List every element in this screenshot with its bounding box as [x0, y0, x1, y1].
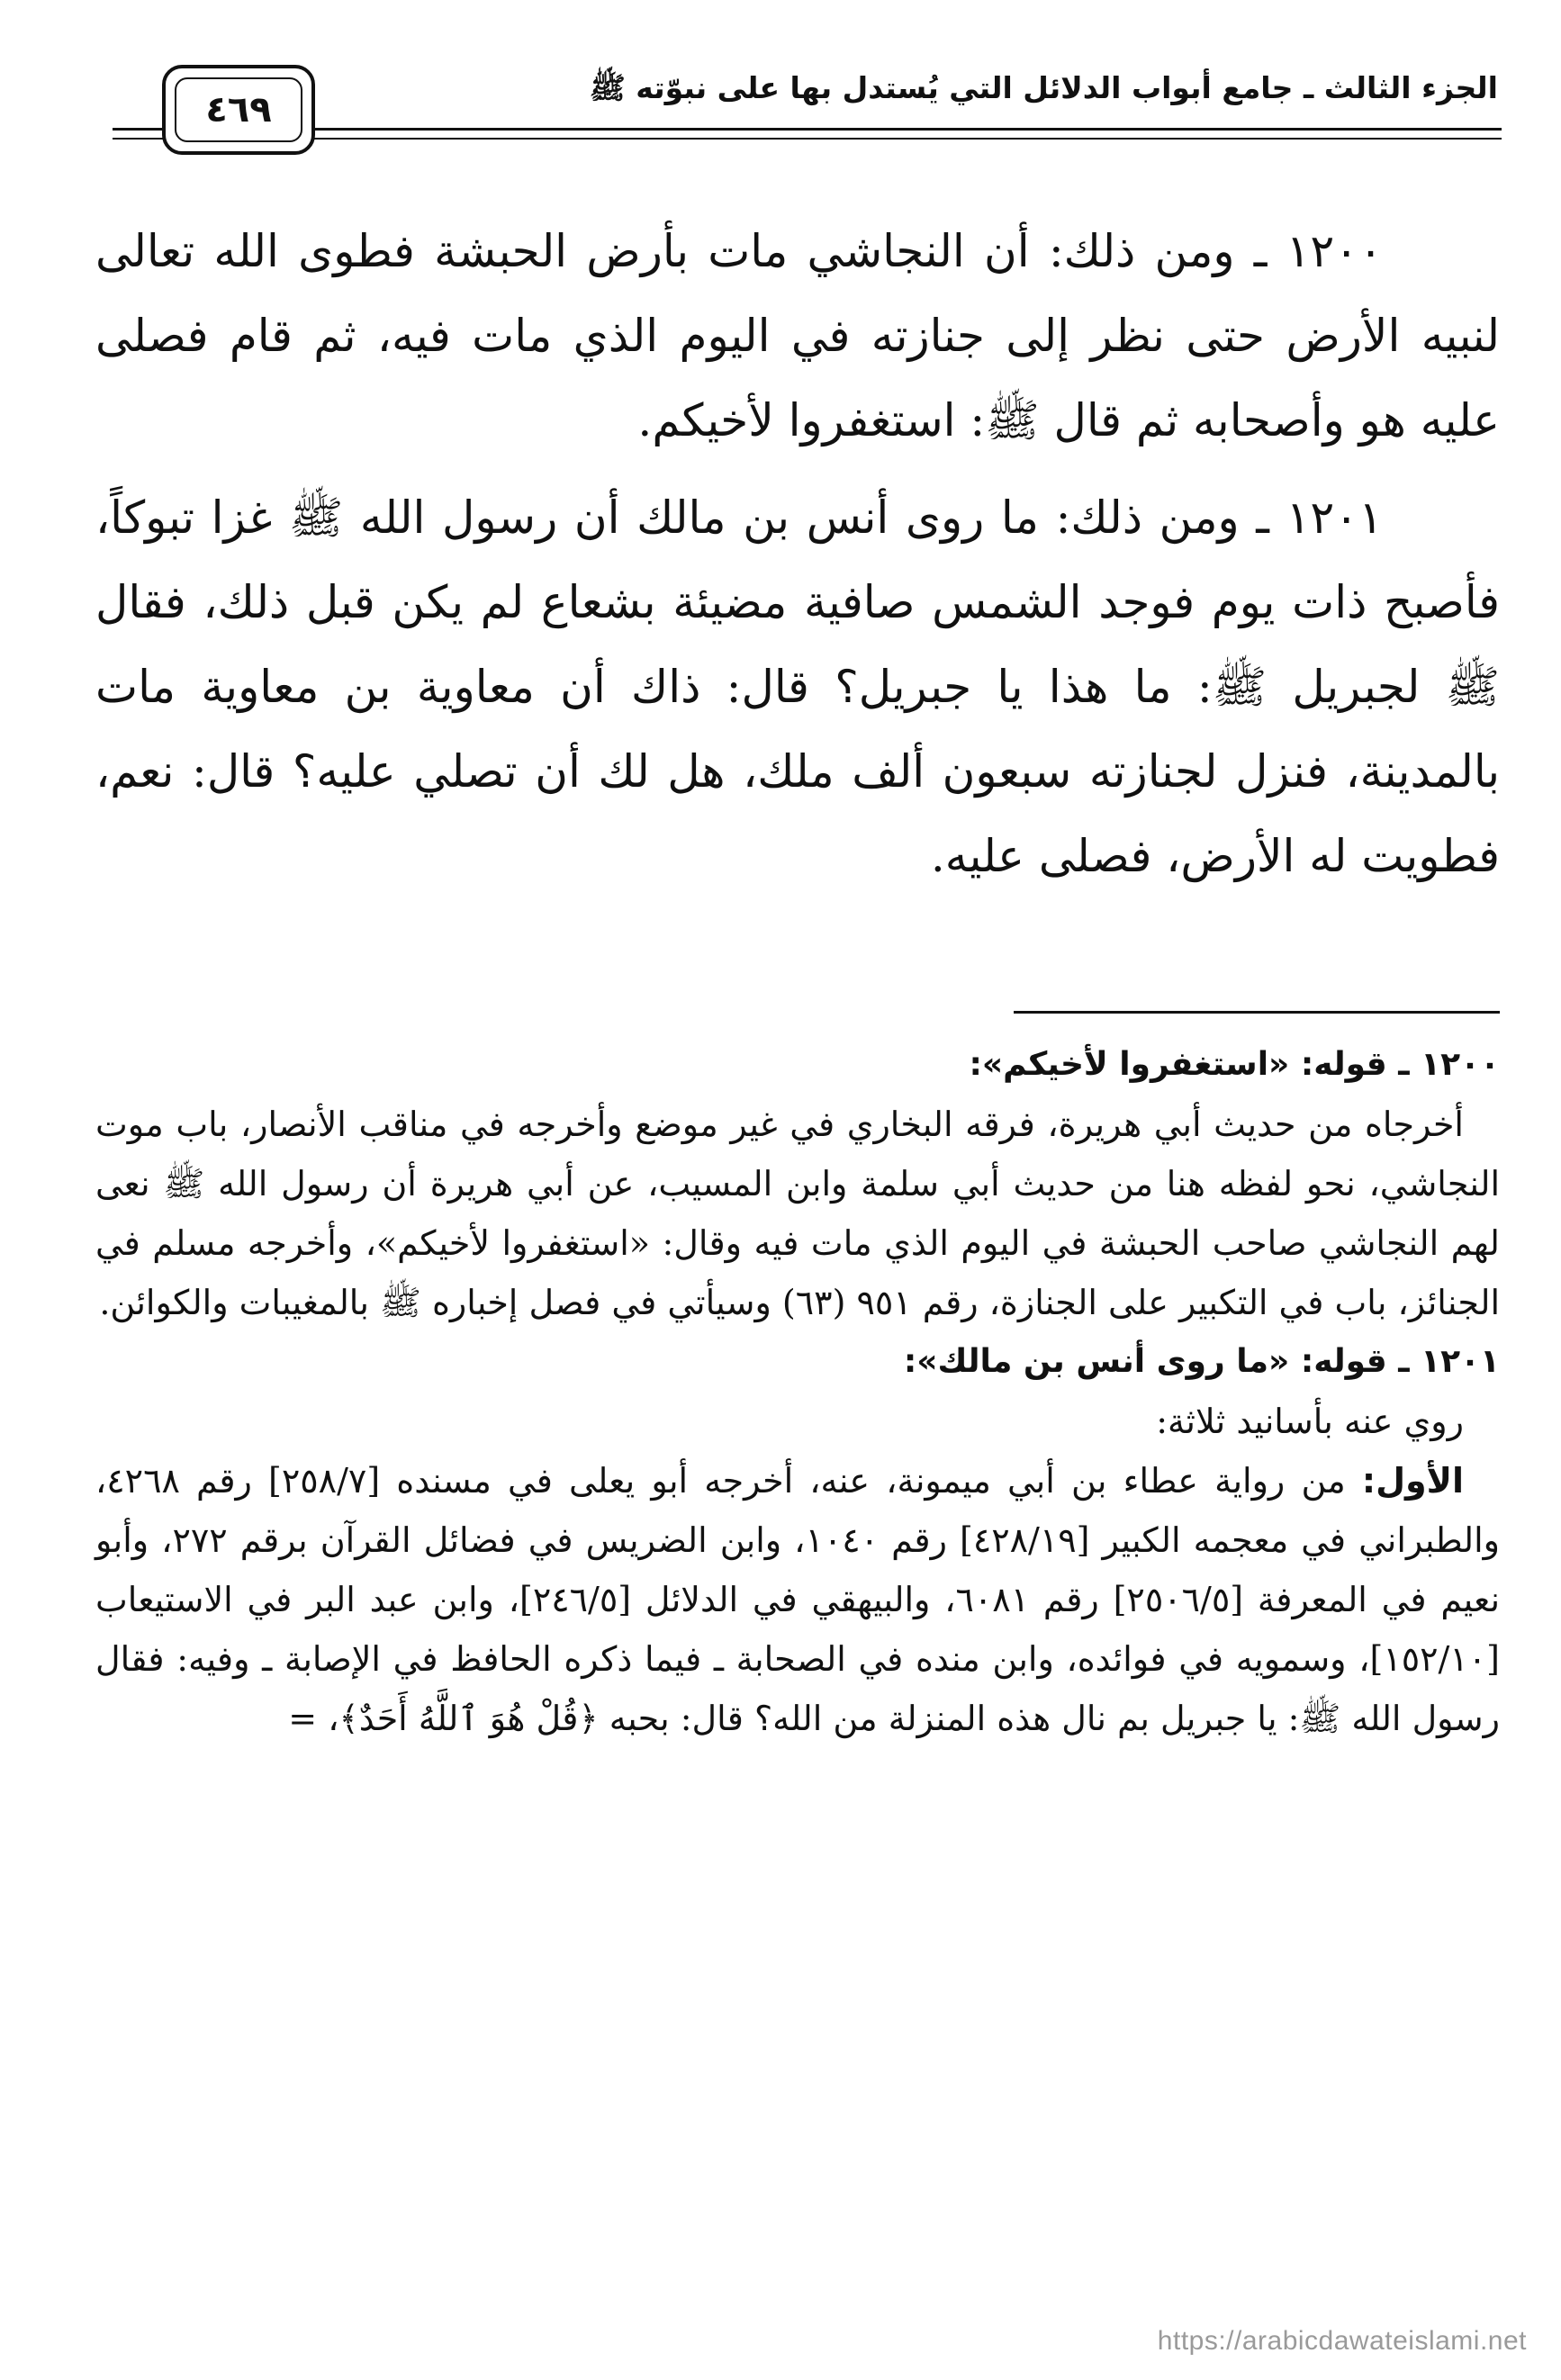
- first-chain-label: الأول:: [1361, 1461, 1464, 1501]
- paragraph-1201: ١٢٠١ ـ ومن ذلك: ما روى أنس بن مالك أن رسول الله ﷺ غزا تبوكاً، فأصبح ذات يوم فوجد الشمس صافية مضيئة بشعاع لم يكن قبل ذلك، فقال ﷺ لجبريل ﷺ: ما هذا يا جبريل؟ قال: ذاك أن معاوية بن معاوية مات بالمدينة، فنزل لجنازته سبعون ألف ملك، هل لك أن تصلي عليه؟ قال: نعم، فطويت له الأرض، فصلى عليه.: [95, 491, 1500, 882]
- footnote-heading-1201: ١٢٠١ ـ قوله: «ما روى أنس بن مالك»:: [903, 1343, 1500, 1380]
- page-number: ٤٦٩: [175, 77, 302, 142]
- page-number-frame: [162, 65, 315, 155]
- footnote-intro-1201: روي عنه بأسانيد ثلاثة:: [1156, 1402, 1464, 1441]
- paragraph-1200: ١٢٠٠ ـ ومن ذلك: أن النجاشي مات بأرض الحبشة فطوى الله تعالى لنبيه الأرض حتى نظر إلى جنازته في اليوم الذي مات فيه، ثم قام فصلى عليه هو وأصحابه ثم قال ﷺ: استغفروا لأخيكم.: [95, 225, 1501, 446]
- header-rule: [113, 128, 1502, 131]
- footnote-heading-1200: ١٢٠٠ ـ قوله: «استغفروا لأخيكم»:: [969, 1046, 1500, 1083]
- main-text: [95, 209, 1500, 911]
- watermark-url: https://arabicdawateislami.net: [1157, 2326, 1527, 2356]
- first-chain-text: من رواية عطاء بن أبي ميمونة، عنه، أخرجه أبو يعلى في مسنده [٢٥٨/٧] رقم ٤٢٦٨، والطبراني في معجمه الكبير [٤٢٨/١٩] رقم ١٠٤٠، وابن الضريس في فضائل القرآن برقم ٢٧٢، وأبو نعيم في المعرفة [٢٥٠٦/٥] رقم ٦٠٨١، والبيهقي في الدلائل [٢٤٦/٥]، وابن عبد البر في الاستيعاب [١٥٢/١٠]، وسمويه في فوائده، وابن منده في الصحابة ـ فيما ذكره الحافظ في الإصابة ـ وفيه: فقال رسول الله ﷺ: يا جبريل بم نال هذه المنزلة من الله؟ قال: بحبه ﴿قُلْ هُوَ ٱللَّهُ أَحَدٌ﴾، =: [95, 1461, 1501, 1738]
- footnotes: [95, 1035, 1500, 1748]
- footnote-body-1201: [95, 1451, 1500, 1748]
- footnote-body-1200: أخرجاه من حديث أبي هريرة، فرقه البخاري في غير موضع وأخرجه في مناقب الأنصار، باب موت النجاشي، نحو لفظه هنا من حديث أبي سلمة وابن المسيب، عن أبي هريرة أن رسول الله ﷺ نعى لهم النجاشي صاحب الحبشة في اليوم الذي مات فيه وقال: «استغفروا لأخيكم»، وأخرجه مسلم في الجنائز، باب في التكبير على الجنازة، رقم ٩٥١ (٦٣) وسيأتي في فصل إخباره ﷺ بالمغيبات والكوائن.: [95, 1104, 1500, 1322]
- footnote-separator: [1014, 1011, 1500, 1014]
- running-header: الجزء الثالث ـ جامع أبواب الدلائل التي يُستدل بها على نبوّته ﷺ: [589, 70, 1498, 105]
- header-rule-thin: [113, 138, 1502, 140]
